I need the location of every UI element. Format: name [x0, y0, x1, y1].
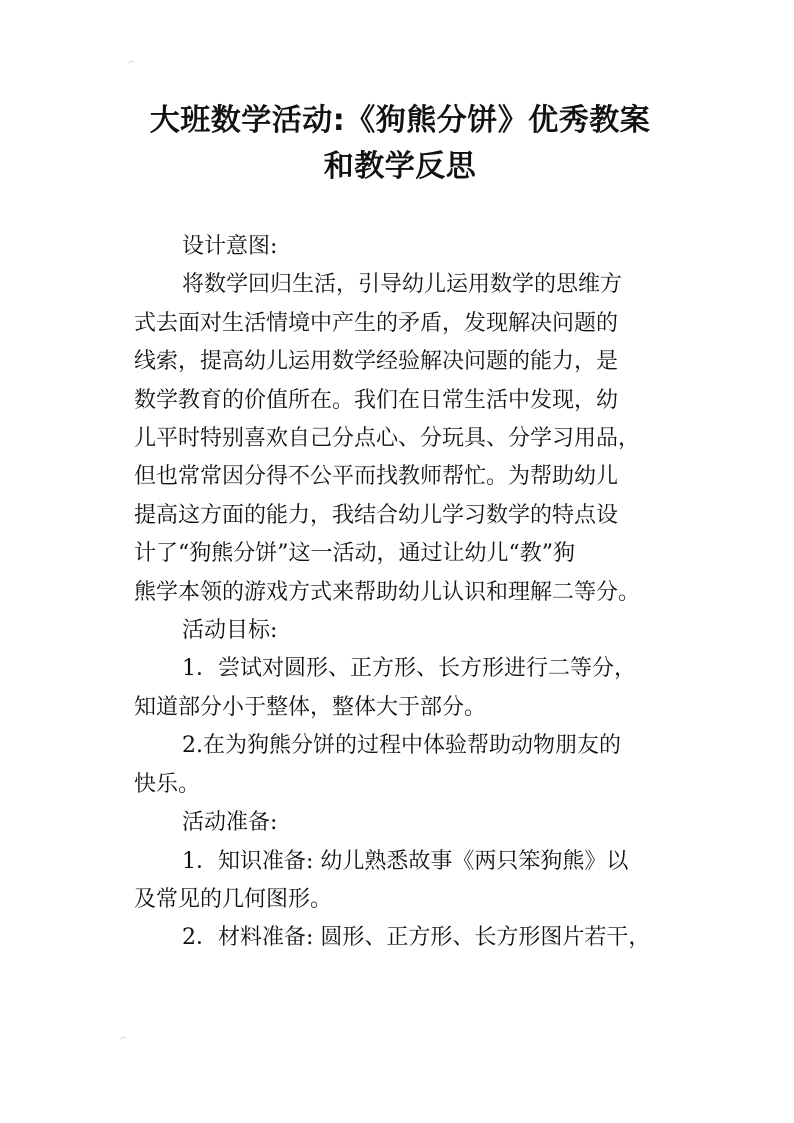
text-line: 数学教育的价值所在。我们在日常生活中发现，幼: [134, 387, 619, 413]
text-line: 提高这方面的能力，我结合幼儿学习数学的特点设: [134, 502, 619, 528]
text-line: 儿平时特别喜欢自己分点心、分玩具、分学习用品，: [134, 426, 641, 452]
text-line: 活动准备:: [182, 810, 278, 836]
text-line: 活动目标:: [182, 618, 278, 644]
paragraph-goal-1: [134, 650, 670, 727]
text-line: 2.在为狗熊分饼的过程中体验帮助动物朋友的: [182, 733, 621, 759]
text-line: 及常见的几何图形。: [134, 886, 333, 912]
text-line: 知道部分小于整体，整体大于部分。: [134, 694, 487, 720]
text-line: 2．材料准备: 圆形、正方形、长方形图片若干，: [182, 925, 651, 951]
text-line: 1．尝试对圆形、正方形、长方形进行二等分，: [182, 656, 636, 682]
section-heading-preparation: [134, 804, 670, 842]
section-heading-design-intent: [134, 228, 670, 266]
document-title: [100, 98, 700, 190]
paragraph-goal-2: [134, 727, 670, 804]
corner-mark-top: ⌐: [128, 58, 135, 67]
corner-mark-bottom: ⌐: [120, 1034, 127, 1043]
title-line-2: 和教学反思: [323, 149, 477, 184]
text-line: 式去面对生活情境中产生的矛盾，发现解决问题的: [134, 310, 619, 336]
text-line: 线索，提高幼儿运用数学经验解决问题的能力，是: [134, 349, 619, 375]
text-line: 快乐。: [134, 771, 201, 797]
title-line-1: 大班数学活动:《狗熊分饼》优秀教案: [149, 103, 651, 138]
text-line: 设计意图:: [182, 234, 278, 259]
paragraph-design-intent: [134, 266, 670, 612]
text-line: 将数学回归生活，引导幼儿运用数学的思维方: [182, 272, 623, 298]
paragraph-prep-2: [134, 919, 670, 957]
text-line: 但也常常因分得不公平而找教师帮忙。为帮助幼儿: [134, 464, 619, 490]
text-line: 1．知识准备: 幼儿熟悉故事《两只笨狗熊》以: [182, 848, 629, 874]
text-line: 计了“狗熊分饼”这一活动，通过让幼儿“教”狗: [134, 541, 575, 567]
document-body: [134, 228, 670, 958]
text-line: 熊学本领的游戏方式来帮助幼儿认识和理解二等分。: [134, 579, 641, 605]
paragraph-prep-1: [134, 843, 670, 920]
section-heading-goals: [134, 612, 670, 650]
